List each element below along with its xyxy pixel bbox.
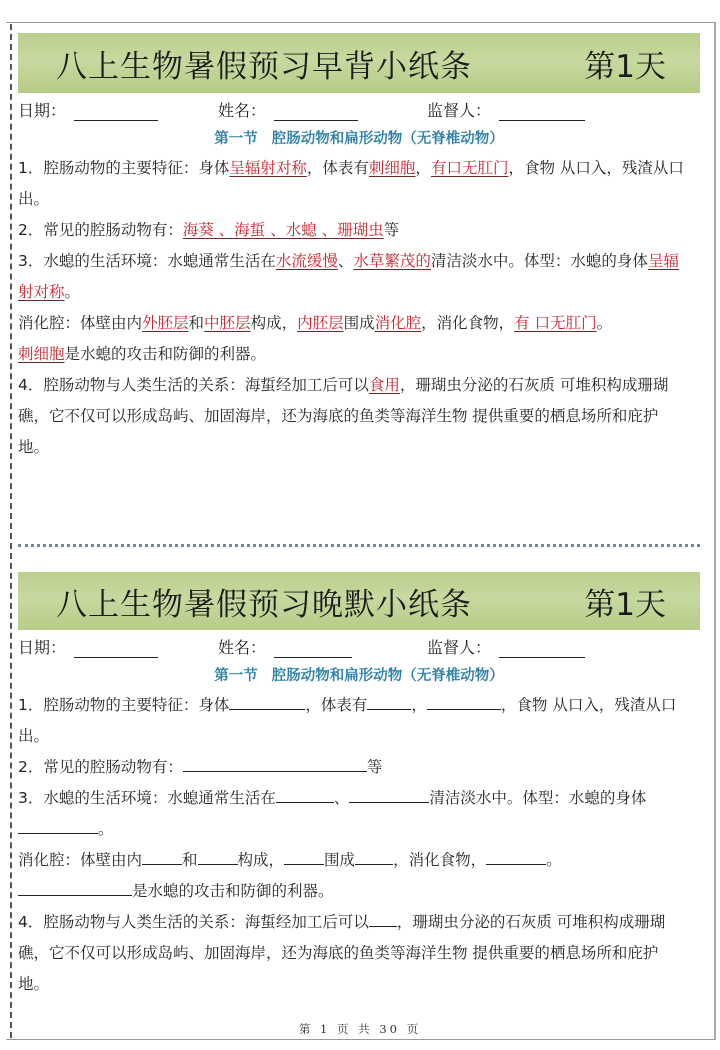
answer-highlight: 消化腔 — [374, 314, 422, 332]
section-number: 第一节 — [214, 668, 258, 684]
answer-highlight: 海葵 、海蜇 、水螅 、珊瑚虫 — [182, 221, 384, 239]
date-field — [18, 635, 186, 658]
text: 。 — [596, 314, 613, 332]
fill-blank[interactable] — [229, 691, 305, 710]
text: 1．腔肠动物的主要特征：身体 — [18, 696, 230, 714]
evening-day: 第1天 — [584, 586, 666, 623]
evening-point-4 — [18, 907, 700, 1000]
fill-blank[interactable] — [486, 846, 546, 865]
text: 2．常见的腔肠动物有： — [18, 758, 183, 776]
text: ，体表有 — [305, 696, 368, 714]
evening-card — [18, 572, 700, 1000]
text: 构成， — [237, 851, 285, 869]
section-topic: 腔肠动物和扁形动物（无脊椎动物） — [271, 668, 504, 684]
morning-cnidocyte-line — [18, 339, 700, 370]
fill-blank[interactable] — [183, 753, 367, 772]
evening-point-1 — [18, 690, 700, 752]
text: 和 — [188, 314, 205, 332]
text: 等 — [383, 221, 400, 239]
supervisor-label: 监督人： — [427, 100, 492, 120]
morning-meta-row — [18, 93, 700, 125]
answer-highlight: 有 口无肛门 — [514, 314, 597, 332]
evening-title: 八上生物暑假预习晚默小纸条 — [56, 586, 472, 623]
morning-header — [18, 33, 700, 93]
name-blank — [274, 641, 352, 658]
text: 、 — [337, 252, 354, 270]
answer-highlight: 食用 — [368, 376, 400, 394]
fill-blank[interactable] — [198, 846, 238, 865]
answer-highlight: 水流缓慢 — [275, 252, 338, 270]
morning-card — [18, 33, 700, 463]
text: 。 — [98, 820, 114, 838]
text: ，食物 从口入，残渣从口出。 — [18, 696, 677, 745]
name-field — [218, 98, 415, 121]
fill-blank[interactable] — [142, 846, 182, 865]
text: ，珊瑚虫分泌的石灰质 可堆积构成珊瑚礁，它不仅可以形成岛屿、加固海岸，还为海底的鱼类等海洋生物 提供重要的栖息场所和庇护地。 — [18, 913, 666, 993]
date-field — [18, 98, 186, 121]
evening-meta-row — [18, 630, 700, 662]
evening-header — [18, 572, 700, 630]
text: ，体表有 — [306, 159, 369, 177]
answer-highlight: 刺细胞 — [368, 159, 416, 177]
evening-digestive-cavity — [18, 845, 700, 876]
date-blank — [74, 641, 158, 658]
text: ，消化食物， — [393, 851, 487, 869]
text: 3．水螅的生活环境：水螅通常生活在 — [18, 252, 276, 270]
morning-title: 八上生物暑假预习早背小纸条 — [56, 48, 472, 85]
section-number: 第一节 — [214, 131, 258, 147]
answer-highlight: 中胚层 — [204, 314, 251, 332]
text: ，珊瑚虫分泌的石灰质 可堆积构成珊瑚礁，它不仅可以形成岛屿、加固海岸，还为海底的鱼类等海洋生物 提供重要的栖息场所和庇护地。 — [18, 376, 669, 456]
text: ， — [411, 696, 427, 714]
name-label: 姓名： — [218, 637, 267, 657]
fill-blank[interactable] — [276, 784, 334, 803]
text: 4．腔肠动物与人类生活的关系：海蜇经加工后可以 — [18, 913, 369, 931]
fill-blank[interactable] — [18, 815, 98, 834]
name-label: 姓名： — [218, 100, 267, 120]
fill-blank[interactable] — [367, 691, 411, 710]
text: 4．腔肠动物与人类生活的关系：海蜇经加工后可以 — [18, 376, 369, 394]
text: 、 — [333, 789, 350, 807]
fill-blank[interactable] — [18, 877, 132, 896]
binding-dashed-line — [10, 24, 12, 1038]
text: 。 — [546, 851, 562, 869]
supervisor-blank — [499, 104, 585, 121]
fill-blank[interactable] — [355, 846, 393, 865]
fill-blank[interactable] — [369, 908, 397, 927]
text: 。 — [64, 283, 81, 301]
morning-subtitle — [18, 125, 700, 153]
answer-highlight: 外胚层 — [142, 314, 189, 332]
text: 清洁淡水中。体型：水螅的身体 — [430, 252, 648, 270]
morning-point-2 — [18, 215, 700, 246]
morning-digestive-cavity — [18, 308, 700, 339]
supervisor-label: 监督人： — [427, 637, 492, 657]
text: 构成， — [250, 314, 298, 332]
evening-point-2 — [18, 752, 700, 783]
date-blank — [74, 104, 158, 121]
supervisor-blank — [499, 641, 585, 658]
text: ，食物 从口入，残渣从口出。 — [18, 159, 684, 208]
morning-day: 第1天 — [584, 48, 666, 85]
answer-highlight: 有口无肛门 — [430, 159, 509, 177]
answer-highlight: 刺细胞 — [18, 345, 65, 363]
answer-highlight: 呈辐射对称 — [18, 252, 679, 301]
evening-cnidocyte-line — [18, 876, 700, 907]
text: 围成 — [343, 314, 375, 332]
answer-highlight: 呈辐射对称 — [229, 159, 307, 177]
section-topic: 腔肠动物和扁形动物（无脊椎动物） — [271, 131, 504, 147]
text: 1．腔肠动物的主要特征：身体 — [18, 159, 230, 177]
text: 等 — [366, 758, 383, 776]
text: 是水螅的攻击和防御的利器。 — [132, 882, 334, 900]
fill-blank[interactable] — [284, 846, 324, 865]
fill-blank[interactable] — [427, 691, 501, 710]
name-blank — [274, 104, 358, 121]
morning-point-4 — [18, 370, 700, 463]
cut-line-divider — [18, 544, 700, 547]
page-number: 第 1 页 共 30 页 — [298, 1022, 422, 1036]
supervisor-field — [427, 98, 585, 121]
answer-highlight: 内胚层 — [297, 314, 344, 332]
morning-point-1 — [18, 153, 700, 215]
text: 2．常见的腔肠动物有： — [18, 221, 183, 239]
date-label: 日期： — [18, 100, 67, 120]
text: ，消化食物， — [421, 314, 515, 332]
text: 和 — [182, 851, 198, 869]
text: 清洁淡水中。体型：水螅的身体 — [429, 789, 647, 807]
supervisor-field — [427, 635, 585, 658]
answer-highlight: 水草繁茂的 — [353, 252, 431, 270]
fill-blank[interactable] — [349, 784, 429, 803]
text: 3．水螅的生活环境：水螅通常生活在 — [18, 789, 276, 807]
text: 消化腔：体壁由内 — [18, 851, 143, 869]
evening-subtitle — [18, 662, 700, 690]
date-label: 日期： — [18, 637, 67, 657]
text: 消化腔：体壁由内 — [18, 314, 143, 332]
morning-point-3 — [18, 246, 700, 308]
text: 围成 — [324, 851, 356, 869]
text: ， — [415, 159, 431, 177]
name-field — [218, 635, 415, 658]
text: 是水螅的攻击和防御的利器。 — [64, 345, 267, 363]
evening-point-3 — [18, 783, 700, 845]
